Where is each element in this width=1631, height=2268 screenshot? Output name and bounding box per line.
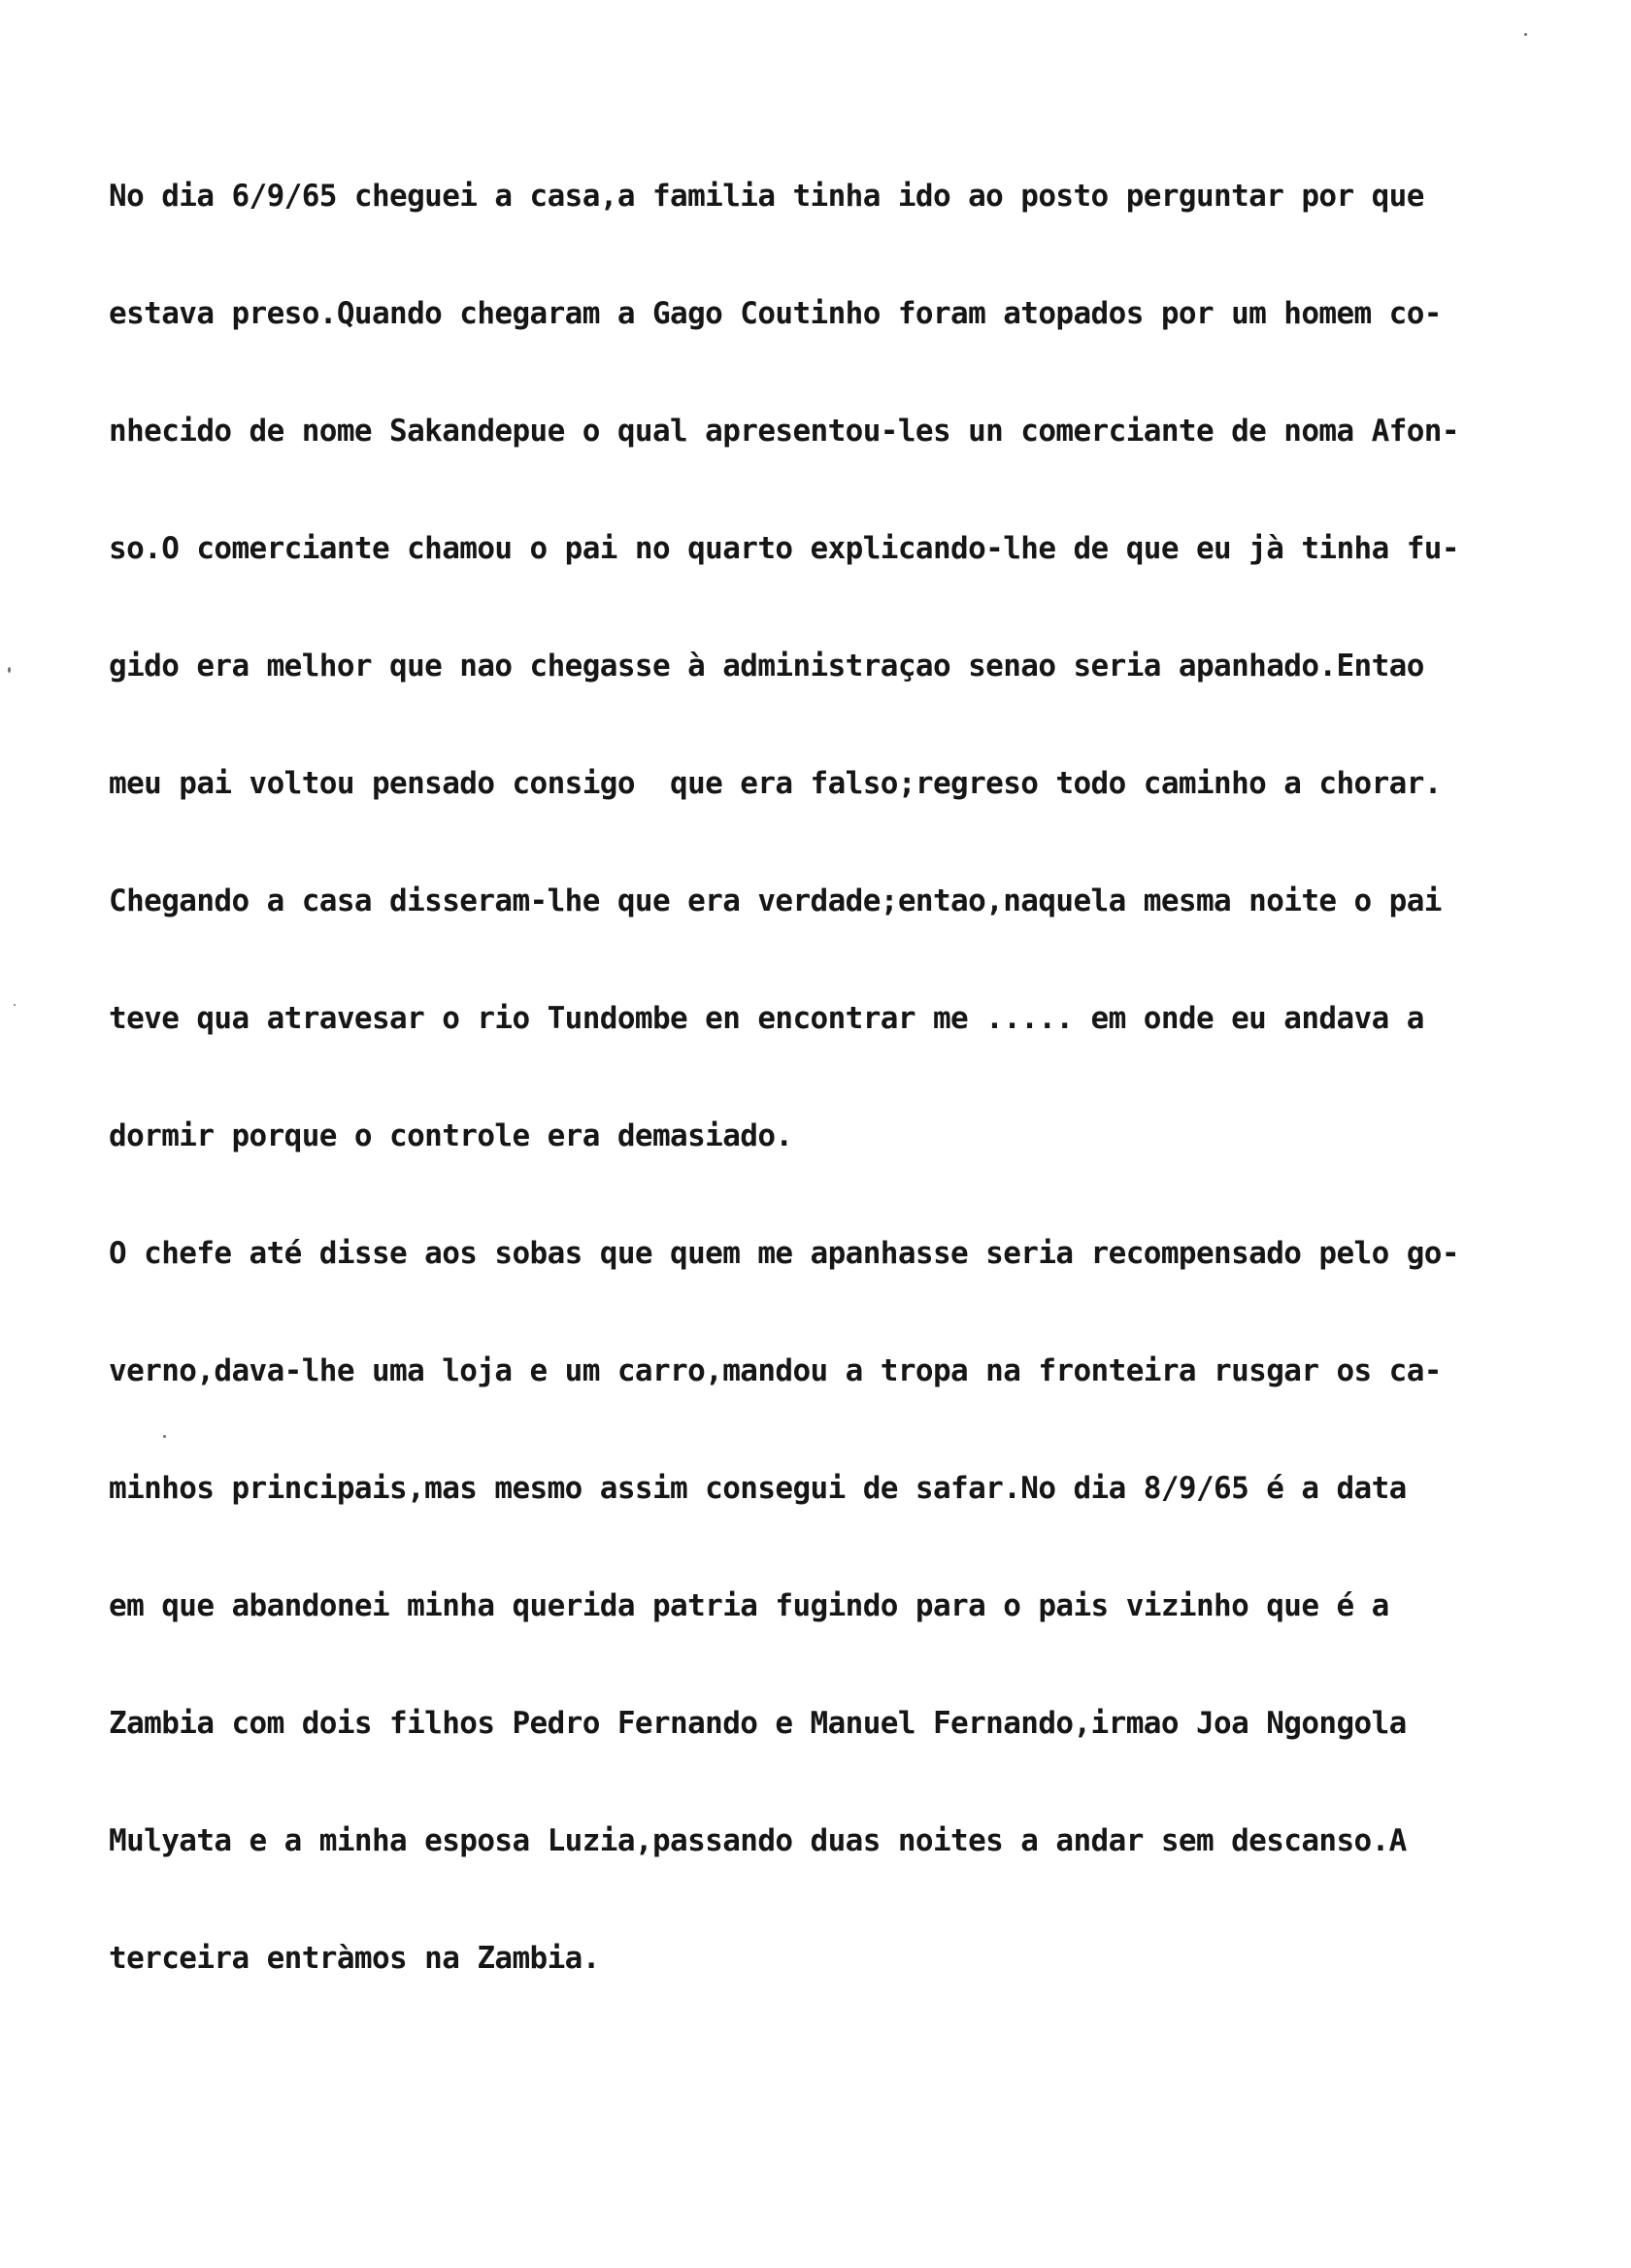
text-line: gido era melhor que nao chegasse à administraçao senao seria apanhado.Entao [109,649,1424,684]
text-line: meu pai voltou pensado consigo que era falso;regreso todo caminho a chorar. [109,766,1442,801]
text-line: Chegando a casa disseram-lhe que era verdade;entao,naquela mesma noite o pai [109,884,1442,918]
text-line: em que abandonei minha querida patria fugindo para o pais vizinho que é a [109,1588,1389,1623]
text-line: teve qua atravesar o rio Tundombe en encontrar me ..... em onde eu andava a [109,1001,1424,1036]
text-line: estava preso.Quando chegaram a Gago Coutinho foram atopados por um homem co- [109,296,1442,331]
text-line: O chefe até disse aos sobas que quem me apanhasse seria recompensado pelo go- [109,1236,1459,1271]
scan-speck [163,1435,166,1438]
text-line: No dia 6/9/65 cheguei a casa,a familia tinha ido ao posto perguntar por que [109,179,1424,214]
text-line: nhecido de nome Sakandepue o qual apresentou-les un comerciante de noma Afon- [109,414,1459,449]
text-line: dormir porque o controle era demasiado. [109,1118,793,1153]
text-line: Zambia com dois filhos Pedro Fernando e Manuel Fernando,irmao Joa Ngongola [109,1706,1407,1741]
text-line: Mulyata e a minha esposa Luzia,passando duas noites a andar sem descanso.A [109,1823,1407,1858]
typewritten-text-block [109,103,1565,2052]
text-line: minhos principais,mas mesmo assim consegui de safar.No dia 8/9/65 é a data [109,1471,1407,1506]
text-line: terceira entràmos na Zambia. [109,1941,600,1976]
text-line: so.O comerciante chamou o pai no quarto explicando-lhe de que eu jà tinha fu- [109,531,1459,566]
scan-speck [1524,33,1527,36]
scan-speck [14,1004,16,1006]
text-line: verno,dava-lhe uma loja e um carro,mandou a tropa na fronteira rusgar os ca- [109,1353,1442,1388]
scan-speck [8,667,11,673]
